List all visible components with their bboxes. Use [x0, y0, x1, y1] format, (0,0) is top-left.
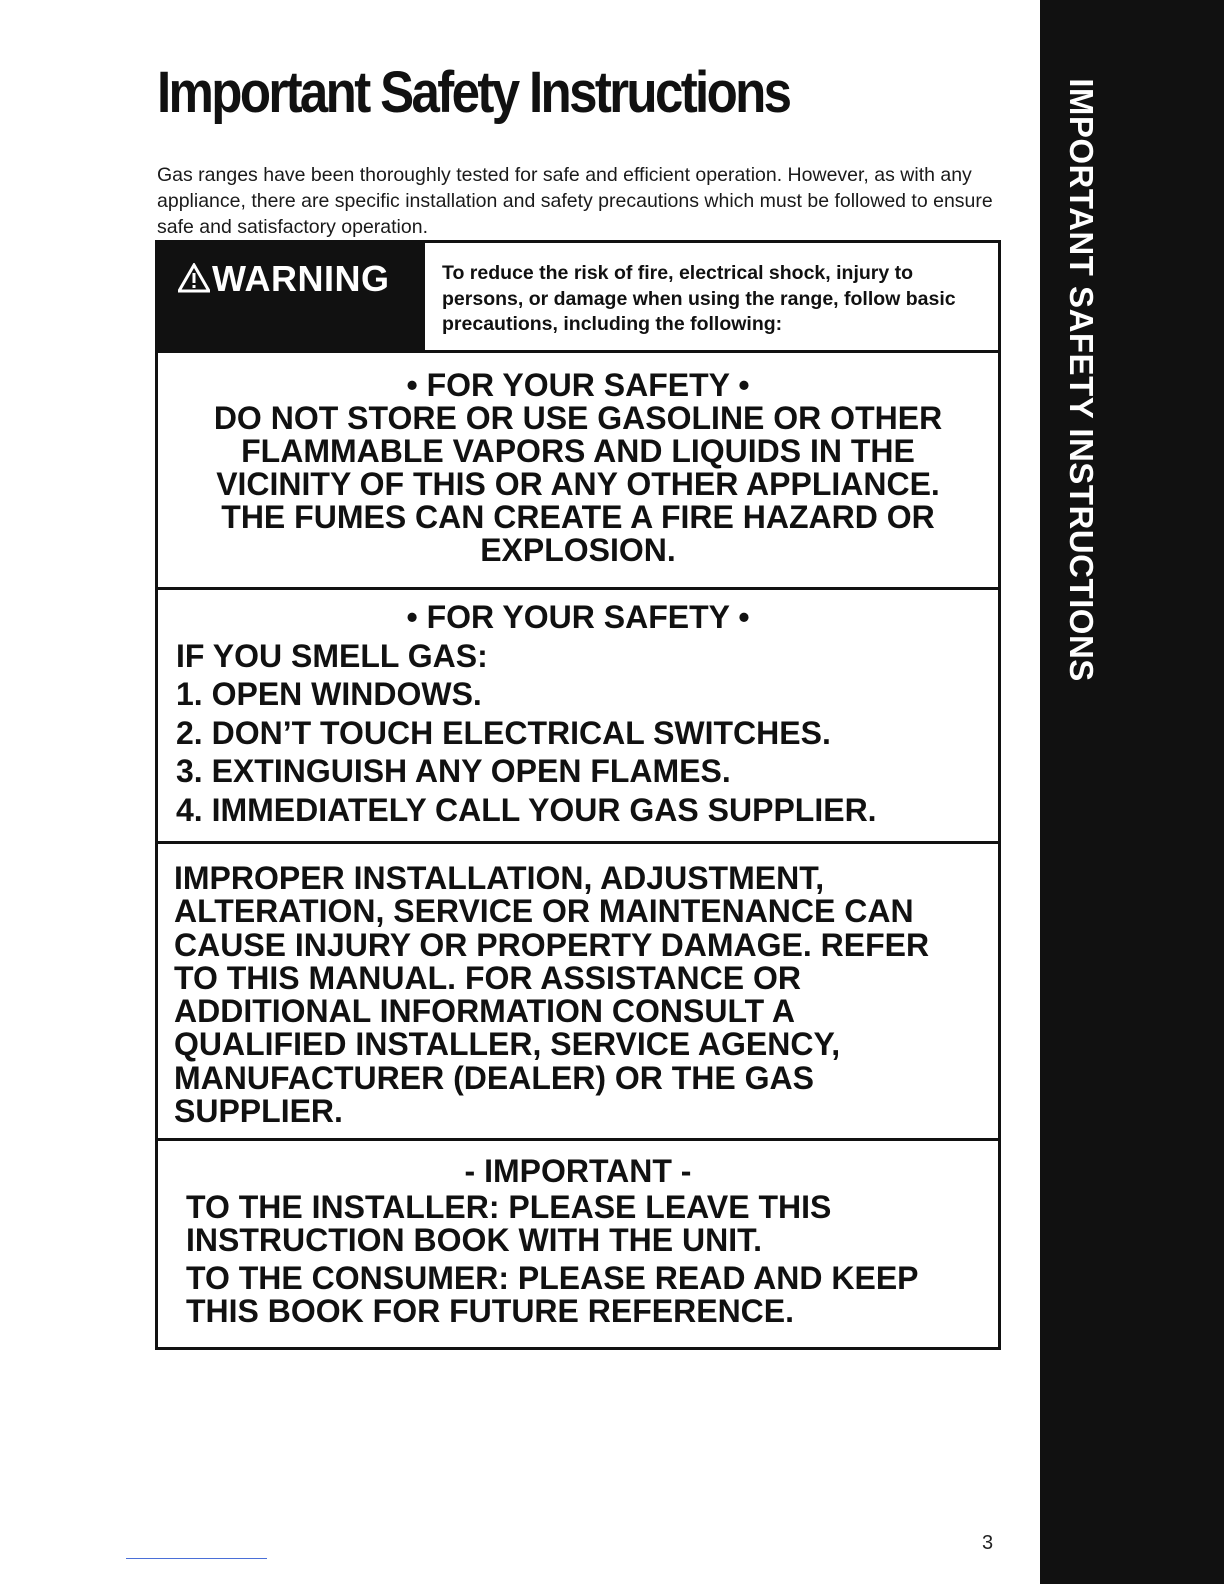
storage-line: FLAMMABLE VAPORS AND LIQUIDS IN THE	[241, 433, 915, 469]
installation-line: CAUSE INJURY OR PROPERTY DAMAGE. REFER	[174, 926, 930, 963]
side-tab-label-wrapper	[1053, 78, 1109, 682]
page-number: 3	[982, 1532, 994, 1554]
footer-rule	[126, 1558, 267, 1559]
warning-text: To reduce the risk of fire, electrical shock, injury to persons, or damage when using the range, follow basic precautions, including the following:	[442, 262, 956, 335]
storage-line: THE FUMES CAN CREATE A FIRE HAZARD OR	[221, 499, 935, 535]
consumer-line: THIS BOOK FOR FUTURE REFERENCE.	[186, 1293, 795, 1329]
installation-line: MANUFACTURER (DEALER) OR THE GAS	[174, 1059, 814, 1096]
installer-line: INSTRUCTION BOOK WITH THE UNIT.	[186, 1222, 762, 1258]
section-heading: • FOR YOUR SAFETY •	[406, 367, 750, 403]
storage-line: DO NOT STORE OR USE GASOLINE OR OTHER	[213, 400, 943, 436]
warning-header	[158, 243, 998, 353]
installation-line: IMPROPER INSTALLATION, ADJUSTMENT,	[174, 860, 825, 896]
warning-box	[155, 240, 1001, 1350]
installation-line: SUPPLIER.	[174, 1093, 343, 1130]
improper-installation-section	[158, 844, 998, 1141]
side-tab-label: IMPORTANT SAFETY INSTRUCTIONS	[1063, 78, 1100, 682]
gas-smell-step: 4. IMMEDIATELY CALL YOUR GAS SUPPLIER.	[176, 791, 877, 828]
section-heading: - IMPORTANT -	[464, 1153, 692, 1189]
warning-triangle-icon	[178, 263, 210, 293]
section-heading: • FOR YOUR SAFETY •	[406, 599, 750, 635]
storage-safety-section	[158, 353, 998, 590]
gas-smell-step: 2. DON’T TOUCH ELECTRICAL SWITCHES.	[176, 714, 831, 751]
consumer-note	[186, 1259, 998, 1329]
consumer-line: TO THE CONSUMER: PLEASE READ AND KEEP	[186, 1259, 919, 1296]
installation-line: TO THIS MANUAL. FOR ASSISTANCE OR	[174, 959, 801, 996]
warning-label-text: WARNING	[212, 258, 390, 299]
installation-line: ADDITIONAL INFORMATION CONSULT A	[174, 993, 795, 1030]
installer-line: TO THE INSTALLER: PLEASE LEAVE THIS	[186, 1188, 832, 1225]
gas-smell-intro: IF YOU SMELL GAS:	[176, 637, 488, 674]
gas-smell-step: 1. OPEN WINDOWS.	[176, 676, 482, 712]
important-section	[158, 1141, 998, 1347]
installation-line: QUALIFIED INSTALLER, SERVICE AGENCY,	[174, 1026, 841, 1063]
intro-paragraph: Gas ranges have been thoroughly tested for safe and efficient operation. However, as with any appliance, there are specific installation and safety precautions which must be followed to ensure safe and satisfactory operation.	[157, 164, 993, 238]
installer-note	[186, 1188, 998, 1258]
installation-line: ALTERATION, SERVICE OR MAINTENANCE CAN	[174, 893, 914, 930]
storage-line: EXPLOSION.	[480, 532, 676, 568]
gas-smell-step: 3. EXTINGUISH ANY OPEN FLAMES.	[176, 753, 731, 789]
warning-label	[158, 243, 425, 350]
gas-smell-section	[158, 590, 998, 844]
storage-line: VICINITY OF THIS OR ANY OTHER APPLIANCE.	[216, 466, 940, 502]
page-title: Important Safety Instructions	[157, 60, 790, 125]
